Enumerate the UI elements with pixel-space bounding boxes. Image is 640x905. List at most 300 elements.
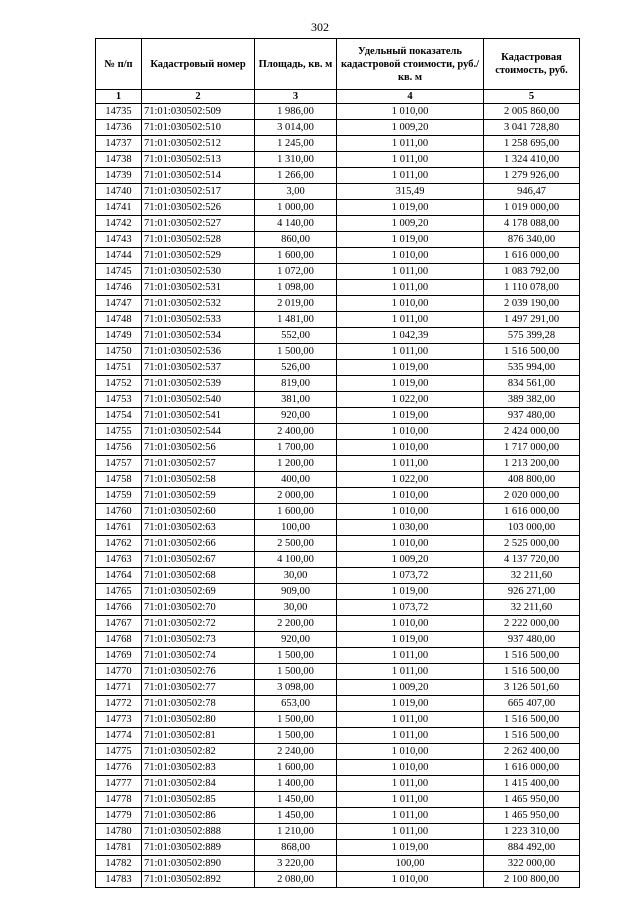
row-index-cell: 14740 [96,184,142,200]
row-index-cell: 14766 [96,600,142,616]
cadastral-number-cell: 71:01:030502:526 [142,200,255,216]
cadastral-number-cell: 71:01:030502:86 [142,808,255,824]
cadastral-value-cell: 834 561,00 [484,376,580,392]
cadastral-number-cell: 71:01:030502:81 [142,728,255,744]
column-number: 4 [337,90,484,104]
row-index-cell: 14754 [96,408,142,424]
cadastral-value-cell: 1 223 310,00 [484,824,580,840]
cadastral-number-cell: 71:01:030502:63 [142,520,255,536]
header-index: № п/п [96,39,142,90]
cadastral-number-cell: 71:01:030502:890 [142,856,255,872]
row-index-cell: 14777 [96,776,142,792]
cadastral-number-cell: 71:01:030502:58 [142,472,255,488]
column-number: 1 [96,90,142,104]
cadastral-value-cell: 1 616 000,00 [484,760,580,776]
cadastral-number-cell: 71:01:030502:889 [142,840,255,856]
cadastral-number-cell: 71:01:030502:82 [142,744,255,760]
cadastral-number-cell: 71:01:030502:67 [142,552,255,568]
unit-value-cell: 1 010,00 [337,504,484,520]
area-cell: 1 986,00 [255,104,337,120]
cadastral-value-cell: 1 616 000,00 [484,504,580,520]
area-cell: 30,00 [255,568,337,584]
cadastral-number-cell: 71:01:030502:66 [142,536,255,552]
row-index-cell: 14756 [96,440,142,456]
unit-value-cell: 1 009,20 [337,680,484,696]
row-index-cell: 14735 [96,104,142,120]
unit-value-cell: 1 010,00 [337,536,484,552]
area-cell: 100,00 [255,520,337,536]
table-row [96,264,580,280]
row-index-cell: 14763 [96,552,142,568]
cadastral-value-cell: 535 994,00 [484,360,580,376]
unit-value-cell: 1 011,00 [337,792,484,808]
area-cell: 1 072,00 [255,264,337,280]
row-index-cell: 14782 [96,856,142,872]
unit-value-cell: 1 073,72 [337,600,484,616]
row-index-cell: 14761 [96,520,142,536]
unit-value-cell: 1 011,00 [337,312,484,328]
area-cell: 2 240,00 [255,744,337,760]
cadastral-value-cell: 1 083 792,00 [484,264,580,280]
unit-value-cell: 315,49 [337,184,484,200]
unit-value-cell: 1 011,00 [337,808,484,824]
cadastral-value-cell: 884 492,00 [484,840,580,856]
row-index-cell: 14771 [96,680,142,696]
row-index-cell: 14762 [96,536,142,552]
table-row [96,680,580,696]
cadastral-number-cell: 71:01:030502:83 [142,760,255,776]
area-cell: 2 019,00 [255,296,337,312]
area-cell: 2 400,00 [255,424,337,440]
row-index-cell: 14775 [96,744,142,760]
cadastral-value-cell: 937 480,00 [484,632,580,648]
area-cell: 381,00 [255,392,337,408]
area-cell: 1 210,00 [255,824,337,840]
cadastral-number-cell: 71:01:030502:70 [142,600,255,616]
area-cell: 1 200,00 [255,456,337,472]
cadastral-value-cell: 1 516 500,00 [484,344,580,360]
row-index-cell: 14772 [96,696,142,712]
cadastral-number-cell: 71:01:030502:77 [142,680,255,696]
table-row [96,776,580,792]
row-index-cell: 14764 [96,568,142,584]
unit-value-cell: 1 019,00 [337,696,484,712]
unit-value-cell: 1 022,00 [337,472,484,488]
row-index-cell: 14776 [96,760,142,776]
row-index-cell: 14770 [96,664,142,680]
table-row [96,296,580,312]
area-cell: 1 500,00 [255,664,337,680]
unit-value-cell: 1 009,20 [337,216,484,232]
table-row [96,696,580,712]
table-row [96,184,580,200]
table-body [96,104,580,888]
cadastral-value-cell: 2 005 860,00 [484,104,580,120]
cadastral-number-cell: 71:01:030502:514 [142,168,255,184]
area-cell: 1 500,00 [255,648,337,664]
table-row [96,152,580,168]
column-number: 3 [255,90,337,104]
row-index-cell: 14758 [96,472,142,488]
unit-value-cell: 1 011,00 [337,168,484,184]
cadastral-number-cell: 71:01:030502:537 [142,360,255,376]
row-index-cell: 14767 [96,616,142,632]
row-index-cell: 14741 [96,200,142,216]
table-row [96,552,580,568]
cadastral-number-cell: 71:01:030502:57 [142,456,255,472]
unit-value-cell: 1 019,00 [337,408,484,424]
unit-value-cell: 1 011,00 [337,264,484,280]
table-row [96,792,580,808]
unit-value-cell: 1 019,00 [337,584,484,600]
area-cell: 4 140,00 [255,216,337,232]
area-cell: 1 266,00 [255,168,337,184]
row-index-cell: 14768 [96,632,142,648]
cadastral-value-cell: 1 213 200,00 [484,456,580,472]
unit-value-cell: 1 010,00 [337,488,484,504]
cadastral-number-cell: 71:01:030502:512 [142,136,255,152]
cadastral-number-cell: 71:01:030502:528 [142,232,255,248]
unit-value-cell: 1 010,00 [337,104,484,120]
unit-value-cell: 1 010,00 [337,616,484,632]
table-row [96,248,580,264]
area-cell: 653,00 [255,696,337,712]
row-index-cell: 14742 [96,216,142,232]
table-row [96,472,580,488]
cadastral-value-cell: 2 424 000,00 [484,424,580,440]
row-index-cell: 14780 [96,824,142,840]
table-row [96,392,580,408]
cadastral-number-cell: 71:01:030502:531 [142,280,255,296]
cadastral-value-cell: 1 279 926,00 [484,168,580,184]
area-cell: 2 200,00 [255,616,337,632]
table-row [96,344,580,360]
cadastral-number-cell: 71:01:030502:530 [142,264,255,280]
cadastral-number-cell: 71:01:030502:59 [142,488,255,504]
column-number-row [96,90,580,104]
table-row [96,136,580,152]
area-cell: 400,00 [255,472,337,488]
unit-value-cell: 1 019,00 [337,376,484,392]
row-index-cell: 14743 [96,232,142,248]
cadastral-value-cell: 32 211,60 [484,600,580,616]
area-cell: 1 245,00 [255,136,337,152]
unit-value-cell: 1 009,20 [337,552,484,568]
cadastral-value-cell: 32 211,60 [484,568,580,584]
row-index-cell: 14774 [96,728,142,744]
column-number: 2 [142,90,255,104]
unit-value-cell: 1 019,00 [337,632,484,648]
cadastral-number-cell: 71:01:030502:532 [142,296,255,312]
unit-value-cell: 1 011,00 [337,824,484,840]
cadastral-value-cell: 4 178 088,00 [484,216,580,232]
row-index-cell: 14752 [96,376,142,392]
area-cell: 2 000,00 [255,488,337,504]
area-cell: 1 500,00 [255,344,337,360]
cadastral-number-cell: 71:01:030502:74 [142,648,255,664]
row-index-cell: 14760 [96,504,142,520]
cadastral-number-cell: 71:01:030502:539 [142,376,255,392]
table-row [96,616,580,632]
cadastral-number-cell: 71:01:030502:540 [142,392,255,408]
table-row [96,200,580,216]
cadastral-value-cell: 946,47 [484,184,580,200]
row-index-cell: 14773 [96,712,142,728]
table-row [96,648,580,664]
table-row [96,168,580,184]
cadastral-number-cell: 71:01:030502:85 [142,792,255,808]
table-row [96,456,580,472]
area-cell: 4 100,00 [255,552,337,568]
header-cadastral-value: Кадастровая стоимость, руб. [484,39,580,90]
cadastral-value-cell: 1 516 500,00 [484,648,580,664]
unit-value-cell: 1 011,00 [337,152,484,168]
cadastral-value-cell: 1 110 078,00 [484,280,580,296]
row-index-cell: 14747 [96,296,142,312]
row-index-cell: 14749 [96,328,142,344]
unit-value-cell: 1 042,39 [337,328,484,344]
unit-value-cell: 1 010,00 [337,248,484,264]
cadastral-number-cell: 71:01:030502:80 [142,712,255,728]
row-index-cell: 14769 [96,648,142,664]
cadastral-value-cell: 1 415 400,00 [484,776,580,792]
table-row [96,520,580,536]
cadastral-value-cell: 103 000,00 [484,520,580,536]
table-row [96,232,580,248]
unit-value-cell: 1 011,00 [337,344,484,360]
cadastral-number-cell: 71:01:030502:76 [142,664,255,680]
row-index-cell: 14736 [96,120,142,136]
unit-value-cell: 1 011,00 [337,712,484,728]
row-index-cell: 14744 [96,248,142,264]
area-cell: 1 700,00 [255,440,337,456]
table-row [96,504,580,520]
area-cell: 1 600,00 [255,760,337,776]
area-cell: 2 500,00 [255,536,337,552]
unit-value-cell: 1 030,00 [337,520,484,536]
area-cell: 1 600,00 [255,248,337,264]
row-index-cell: 14739 [96,168,142,184]
cadastral-value-cell: 1 497 291,00 [484,312,580,328]
row-index-cell: 14778 [96,792,142,808]
area-cell: 3 220,00 [255,856,337,872]
cadastral-value-cell: 665 407,00 [484,696,580,712]
table-row [96,728,580,744]
cadastral-value-cell: 3 126 501,60 [484,680,580,696]
table-row [96,664,580,680]
area-cell: 1 450,00 [255,792,337,808]
table-row [96,488,580,504]
cadastral-value-cell: 2 020 000,00 [484,488,580,504]
row-index-cell: 14783 [96,872,142,888]
unit-value-cell: 1 011,00 [337,280,484,296]
table-row [96,824,580,840]
area-cell: 1 400,00 [255,776,337,792]
table-row [96,584,580,600]
area-cell: 868,00 [255,840,337,856]
cadastral-number-cell: 71:01:030502:533 [142,312,255,328]
unit-value-cell: 1 009,20 [337,120,484,136]
cadastral-value-cell: 408 800,00 [484,472,580,488]
unit-value-cell: 100,00 [337,856,484,872]
header-cadastral-number: Кадастровый номер [142,39,255,90]
cadastral-value-cell: 1 258 695,00 [484,136,580,152]
unit-value-cell: 1 010,00 [337,424,484,440]
cadastral-number-cell: 71:01:030502:68 [142,568,255,584]
area-cell: 819,00 [255,376,337,392]
unit-value-cell: 1 011,00 [337,648,484,664]
row-index-cell: 14746 [96,280,142,296]
row-index-cell: 14745 [96,264,142,280]
cadastral-value-cell: 2 525 000,00 [484,536,580,552]
table-row [96,536,580,552]
cadastral-number-cell: 71:01:030502:888 [142,824,255,840]
cadastral-number-cell: 71:01:030502:517 [142,184,255,200]
area-cell: 1 500,00 [255,712,337,728]
area-cell: 1 450,00 [255,808,337,824]
cadastral-number-cell: 71:01:030502:892 [142,872,255,888]
table-row [96,216,580,232]
cadastral-value-cell: 876 340,00 [484,232,580,248]
table-row [96,328,580,344]
unit-value-cell: 1 011,00 [337,728,484,744]
cadastral-number-cell: 71:01:030502:73 [142,632,255,648]
row-index-cell: 14753 [96,392,142,408]
unit-value-cell: 1 011,00 [337,776,484,792]
area-cell: 1 481,00 [255,312,337,328]
cadastral-value-cell: 1 465 950,00 [484,808,580,824]
unit-value-cell: 1 011,00 [337,664,484,680]
page-number: 302 [311,20,329,34]
cadastral-number-cell: 71:01:030502:78 [142,696,255,712]
row-index-cell: 14748 [96,312,142,328]
row-index-cell: 14751 [96,360,142,376]
unit-value-cell: 1 010,00 [337,872,484,888]
area-cell: 860,00 [255,232,337,248]
unit-value-cell: 1 019,00 [337,200,484,216]
area-cell: 3,00 [255,184,337,200]
unit-value-cell: 1 073,72 [337,568,484,584]
unit-value-cell: 1 010,00 [337,296,484,312]
area-cell: 552,00 [255,328,337,344]
unit-value-cell: 1 011,00 [337,136,484,152]
cadastral-number-cell: 71:01:030502:509 [142,104,255,120]
unit-value-cell: 1 011,00 [337,456,484,472]
header-row [96,39,580,90]
unit-value-cell: 1 010,00 [337,744,484,760]
cadastral-value-cell: 1 324 410,00 [484,152,580,168]
table-row [96,808,580,824]
area-cell: 526,00 [255,360,337,376]
cadastral-number-cell: 71:01:030502:72 [142,616,255,632]
row-index-cell: 14757 [96,456,142,472]
header-unit-value: Удельный показатель кадастровой стоимости, руб./кв. м [337,39,484,90]
header-area: Площадь, кв. м [255,39,337,90]
table-row [96,312,580,328]
area-cell: 1 310,00 [255,152,337,168]
table-row [96,376,580,392]
cadastral-value-table [95,38,580,888]
area-cell: 3 014,00 [255,120,337,136]
unit-value-cell: 1 019,00 [337,232,484,248]
table-row [96,408,580,424]
cadastral-value-cell: 3 041 728,80 [484,120,580,136]
area-cell: 920,00 [255,632,337,648]
area-cell: 1 600,00 [255,504,337,520]
cadastral-value-cell: 1 717 000,00 [484,440,580,456]
cadastral-number-cell: 71:01:030502:534 [142,328,255,344]
cadastral-value-cell: 4 137 720,00 [484,552,580,568]
table-row [96,360,580,376]
cadastral-value-cell: 389 382,00 [484,392,580,408]
unit-value-cell: 1 019,00 [337,840,484,856]
row-index-cell: 14755 [96,424,142,440]
cadastral-value-cell: 1 516 500,00 [484,664,580,680]
cadastral-number-cell: 71:01:030502:544 [142,424,255,440]
row-index-cell: 14781 [96,840,142,856]
table-row [96,632,580,648]
row-index-cell: 14759 [96,488,142,504]
table-row [96,568,580,584]
table-row [96,104,580,120]
cadastral-value-cell: 1 019 000,00 [484,200,580,216]
cadastral-value-cell: 926 271,00 [484,584,580,600]
row-index-cell: 14765 [96,584,142,600]
table-row [96,744,580,760]
area-cell: 1 500,00 [255,728,337,744]
cadastral-number-cell: 71:01:030502:84 [142,776,255,792]
table-row [96,840,580,856]
cadastral-value-cell: 937 480,00 [484,408,580,424]
cadastral-number-cell: 71:01:030502:69 [142,584,255,600]
cadastral-value-cell: 2 039 190,00 [484,296,580,312]
row-index-cell: 14779 [96,808,142,824]
cadastral-value-cell: 2 100 800,00 [484,872,580,888]
cadastral-number-cell: 71:01:030502:510 [142,120,255,136]
area-cell: 2 080,00 [255,872,337,888]
table-row [96,280,580,296]
cadastral-value-cell: 575 399,28 [484,328,580,344]
row-index-cell: 14738 [96,152,142,168]
table-row [96,712,580,728]
cadastral-value-cell: 322 000,00 [484,856,580,872]
table-row [96,856,580,872]
area-cell: 920,00 [255,408,337,424]
area-cell: 1 000,00 [255,200,337,216]
cadastral-number-cell: 71:01:030502:513 [142,152,255,168]
cadastral-number-cell: 71:01:030502:541 [142,408,255,424]
area-cell: 3 098,00 [255,680,337,696]
cadastral-number-cell: 71:01:030502:536 [142,344,255,360]
row-index-cell: 14750 [96,344,142,360]
unit-value-cell: 1 010,00 [337,440,484,456]
table-row [96,872,580,888]
cadastral-value-cell: 2 262 400,00 [484,744,580,760]
table-row [96,440,580,456]
table-row [96,424,580,440]
table-row [96,600,580,616]
unit-value-cell: 1 010,00 [337,760,484,776]
cadastral-value-cell: 1 516 500,00 [484,728,580,744]
unit-value-cell: 1 019,00 [337,360,484,376]
cadastral-number-cell: 71:01:030502:60 [142,504,255,520]
area-cell: 30,00 [255,600,337,616]
area-cell: 909,00 [255,584,337,600]
table-row [96,760,580,776]
cadastral-value-cell: 2 222 000,00 [484,616,580,632]
area-cell: 1 098,00 [255,280,337,296]
row-index-cell: 14737 [96,136,142,152]
